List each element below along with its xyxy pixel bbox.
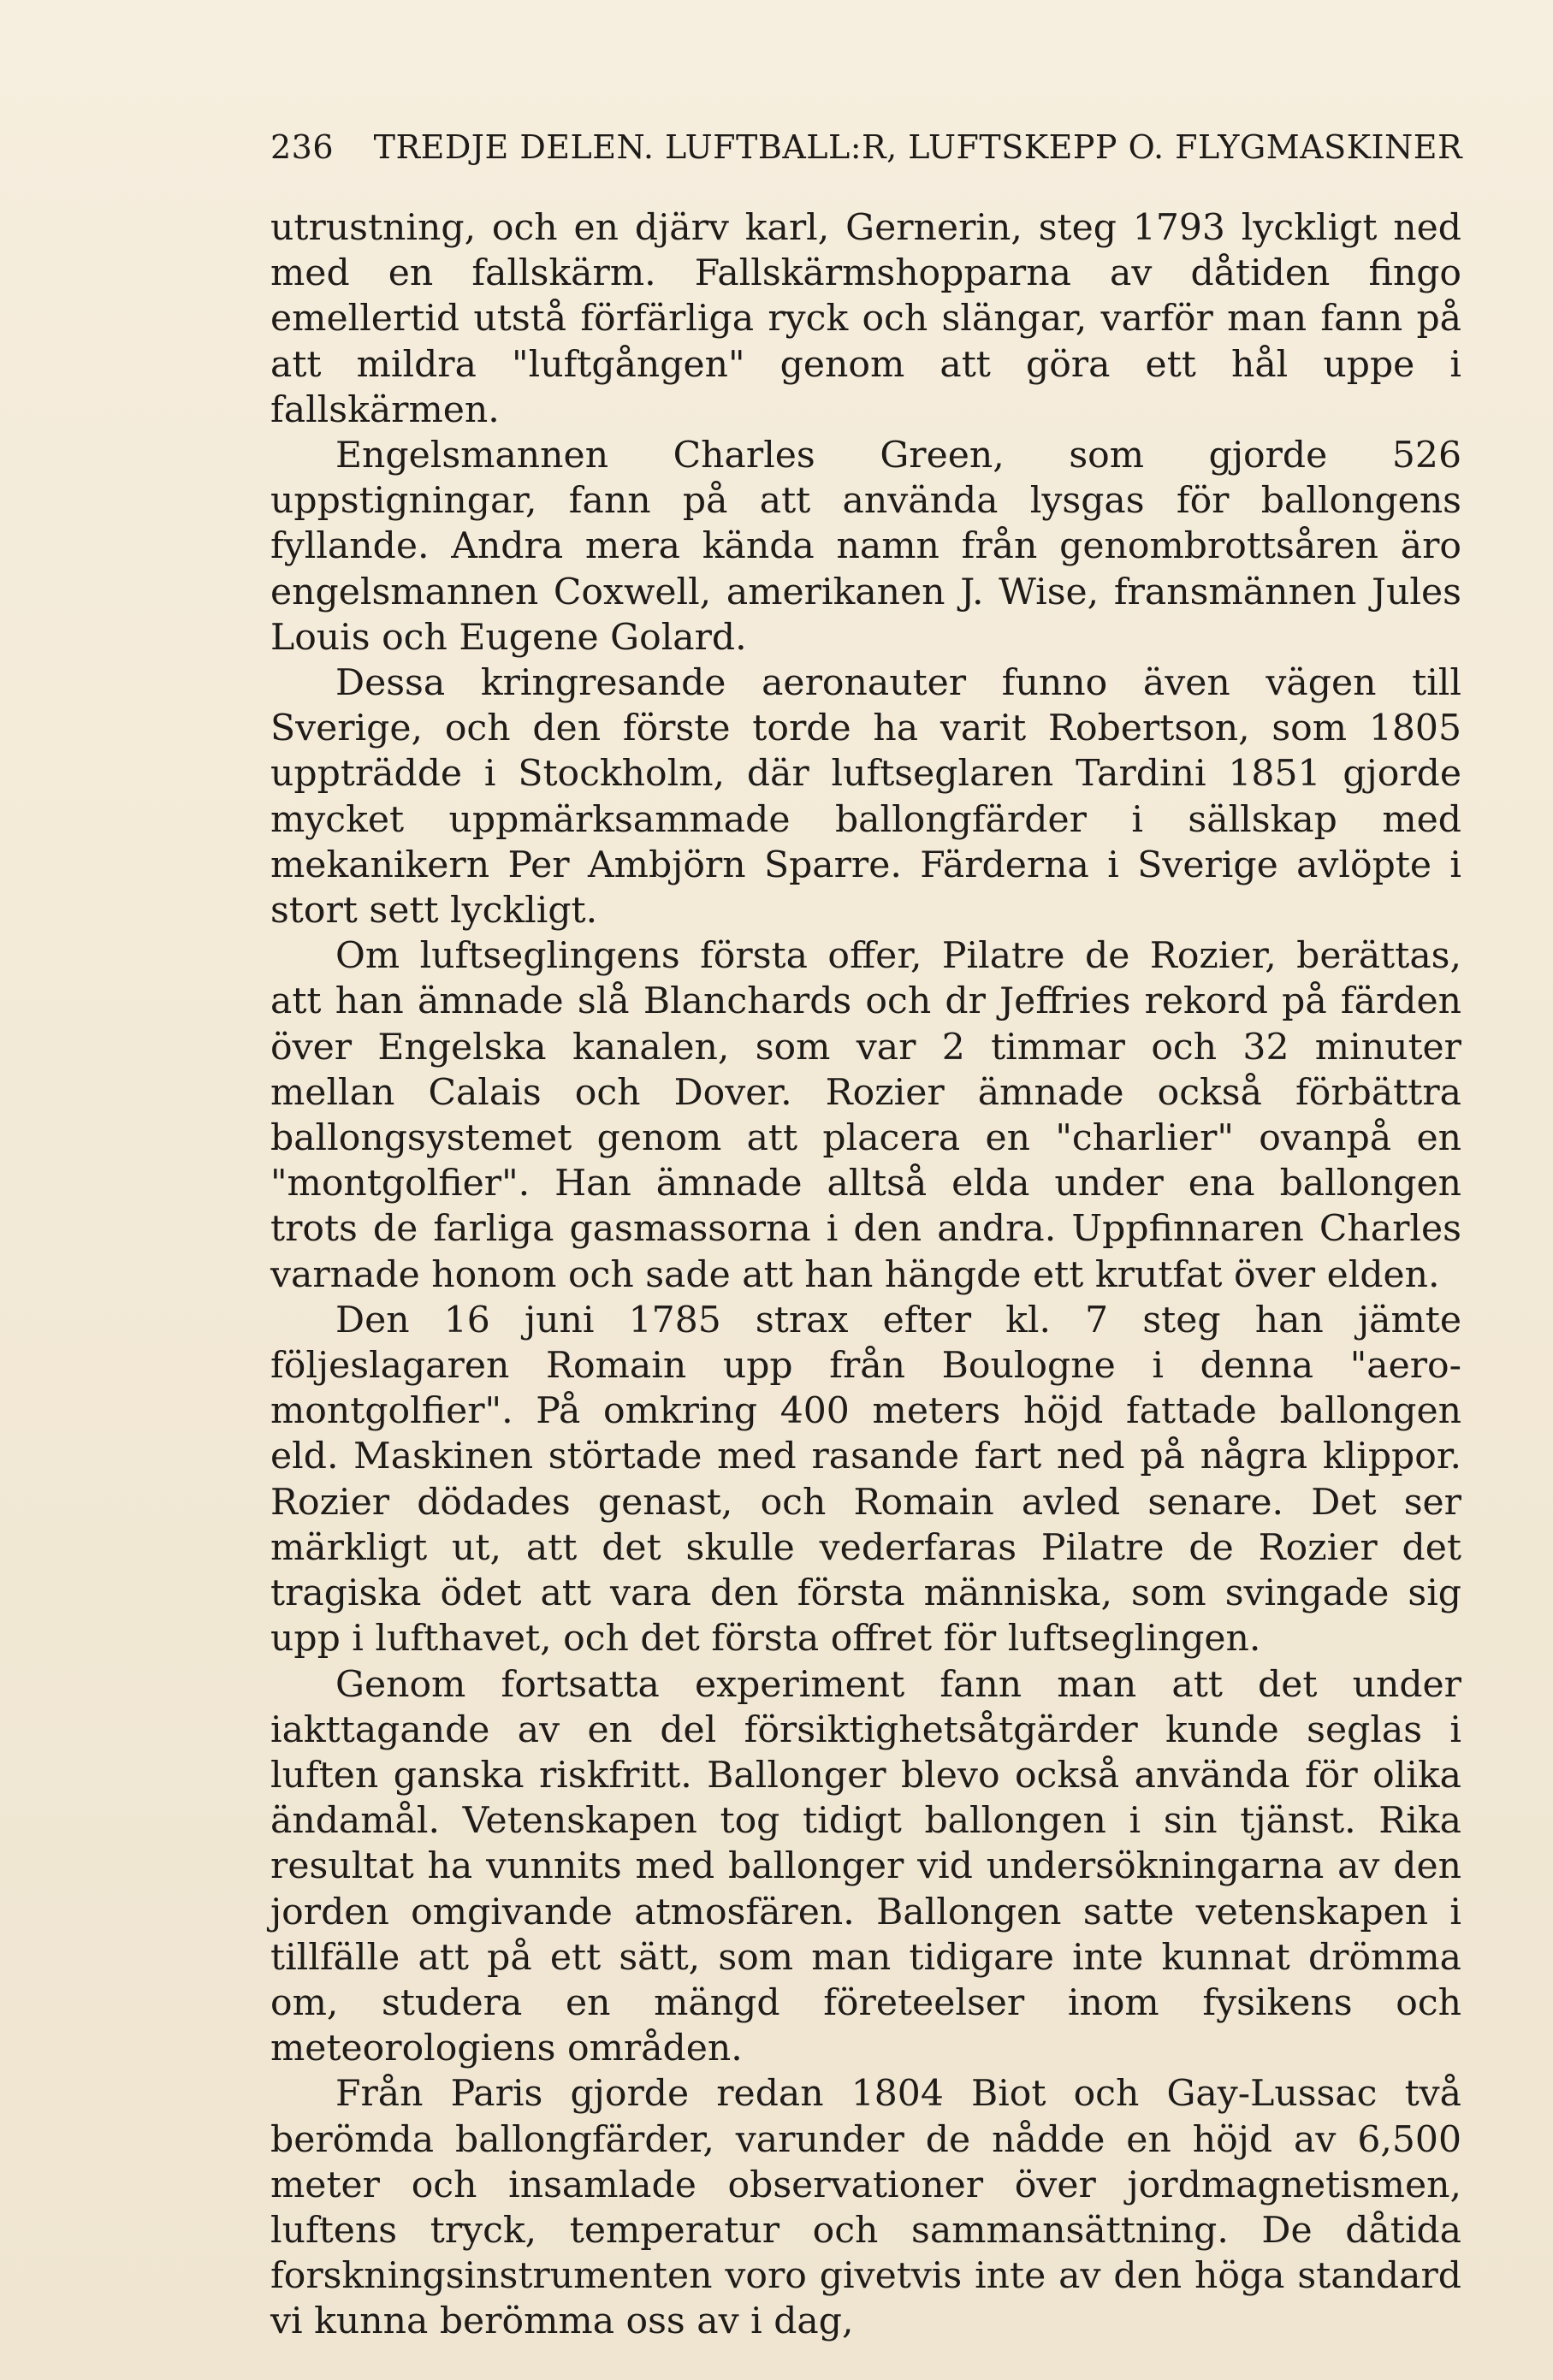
- page-header: [270, 128, 1468, 180]
- paragraph: utrustning, och en djärv karl, Gernerin, steg 1793 lyckligt ned med en fallskärm. Fallskärmshopparna av dåtiden fingo emellertid utstå förfärliga ryck och slängar, varför man fann på att mildra "luftgången" genom att göra ett hål uppe i fallskärmen.: [270, 207, 1461, 431]
- paragraph: Genom fortsatta experiment fann man att det under iakttagande av en del försiktighetsåtgärder kunde seglas i luften ganska riskfritt. Ballonger blevo också använda för olika ändamål. Vetenskapen tog tidigt ballongen i sin tjänst. Rika resultat ha vunnits med ballonger vid undersökningarna av den jorden omgivande atmosfären. Ballongen satte vetenskapen i tillfälle att på ett sätt, som man tidigare inte kunnat drömma om, studera en mängd företeelser inom fysikens och meteorologiens områden.: [270, 1663, 1461, 2070]
- paragraph: Om luftseglingens första offer, Pilatre de Rozier, berättas, att han ämnade slå Blanchards och dr Jeffries rekord på färden över Engelska kanalen, som var 2 timmar och 32 minuter mellan Calais och Dover. Rozier ämnade också förbättra ballongsystemet genom att placera en "charlier" ovanpå en "montgolfier". Han ämnade alltså elda under ena ballongen trots de farliga gasmassorna i den andra. Uppfinnaren Charles varnade honom och sade att han hängde ett krutfat över elden.: [270, 935, 1461, 1296]
- body-text: [270, 205, 1461, 2345]
- paragraph: Från Paris gjorde redan 1804 Biot och Gay-Lussac två berömda ballongfärder, varunder de nådde en höjd av 6,500 meter och insamlade observationer över jordmagnetismen, luftens tryck, temperatur och sammansättning. De dåtida forskningsinstrumenten voro givetvis inte av den höga standard vi kunna berömma oss av i dag,: [270, 2073, 1461, 2343]
- running-title: TREDJE DELEN. LUFTBALL:R, LUFTSKEPP O. FLYGMASKINER: [373, 128, 1463, 166]
- paragraph: Dessa kringresande aeronauter funno även vägen till Sverige, och den förste torde ha varit Robertson, som 1805 uppträdde i Stockholm, där luftseglaren Tardini 1851 gjorde mycket uppmärksammade ballongfärder i sällskap med mekanikern Per Ambjörn Sparre. Färderna i Sverige avlöpte i stort sett lyckligt.: [270, 662, 1461, 932]
- paragraph: Den 16 juni 1785 strax efter kl. 7 steg han jämte följeslagaren Romain upp från Boulogne i denna "aero-montgolfier". På omkring 400 meters höjd fattade ballongen eld. Maskinen störtade med rasande fart ned på några klippor. Rozier dödades genast, och Romain avled senare. Det ser märkligt ut, att det skulle vederfaras Pilatre de Rozier det tragiska ödet att vara den första människa, som svingade sig upp i lufthavet, och det första offret för luftseglingen.: [270, 1299, 1461, 1661]
- page-number: 236: [270, 128, 335, 166]
- paragraph: Engelsmannen Charles Green, som gjorde 526 uppstigningar, fann på att använda lysgas för ballongens fyllande. Andra mera kända namn från genombrottsåren äro engelsmannen Coxwell, amerikanen J. Wise, fransmännen Jules Louis och Eugene Golard.: [270, 435, 1461, 659]
